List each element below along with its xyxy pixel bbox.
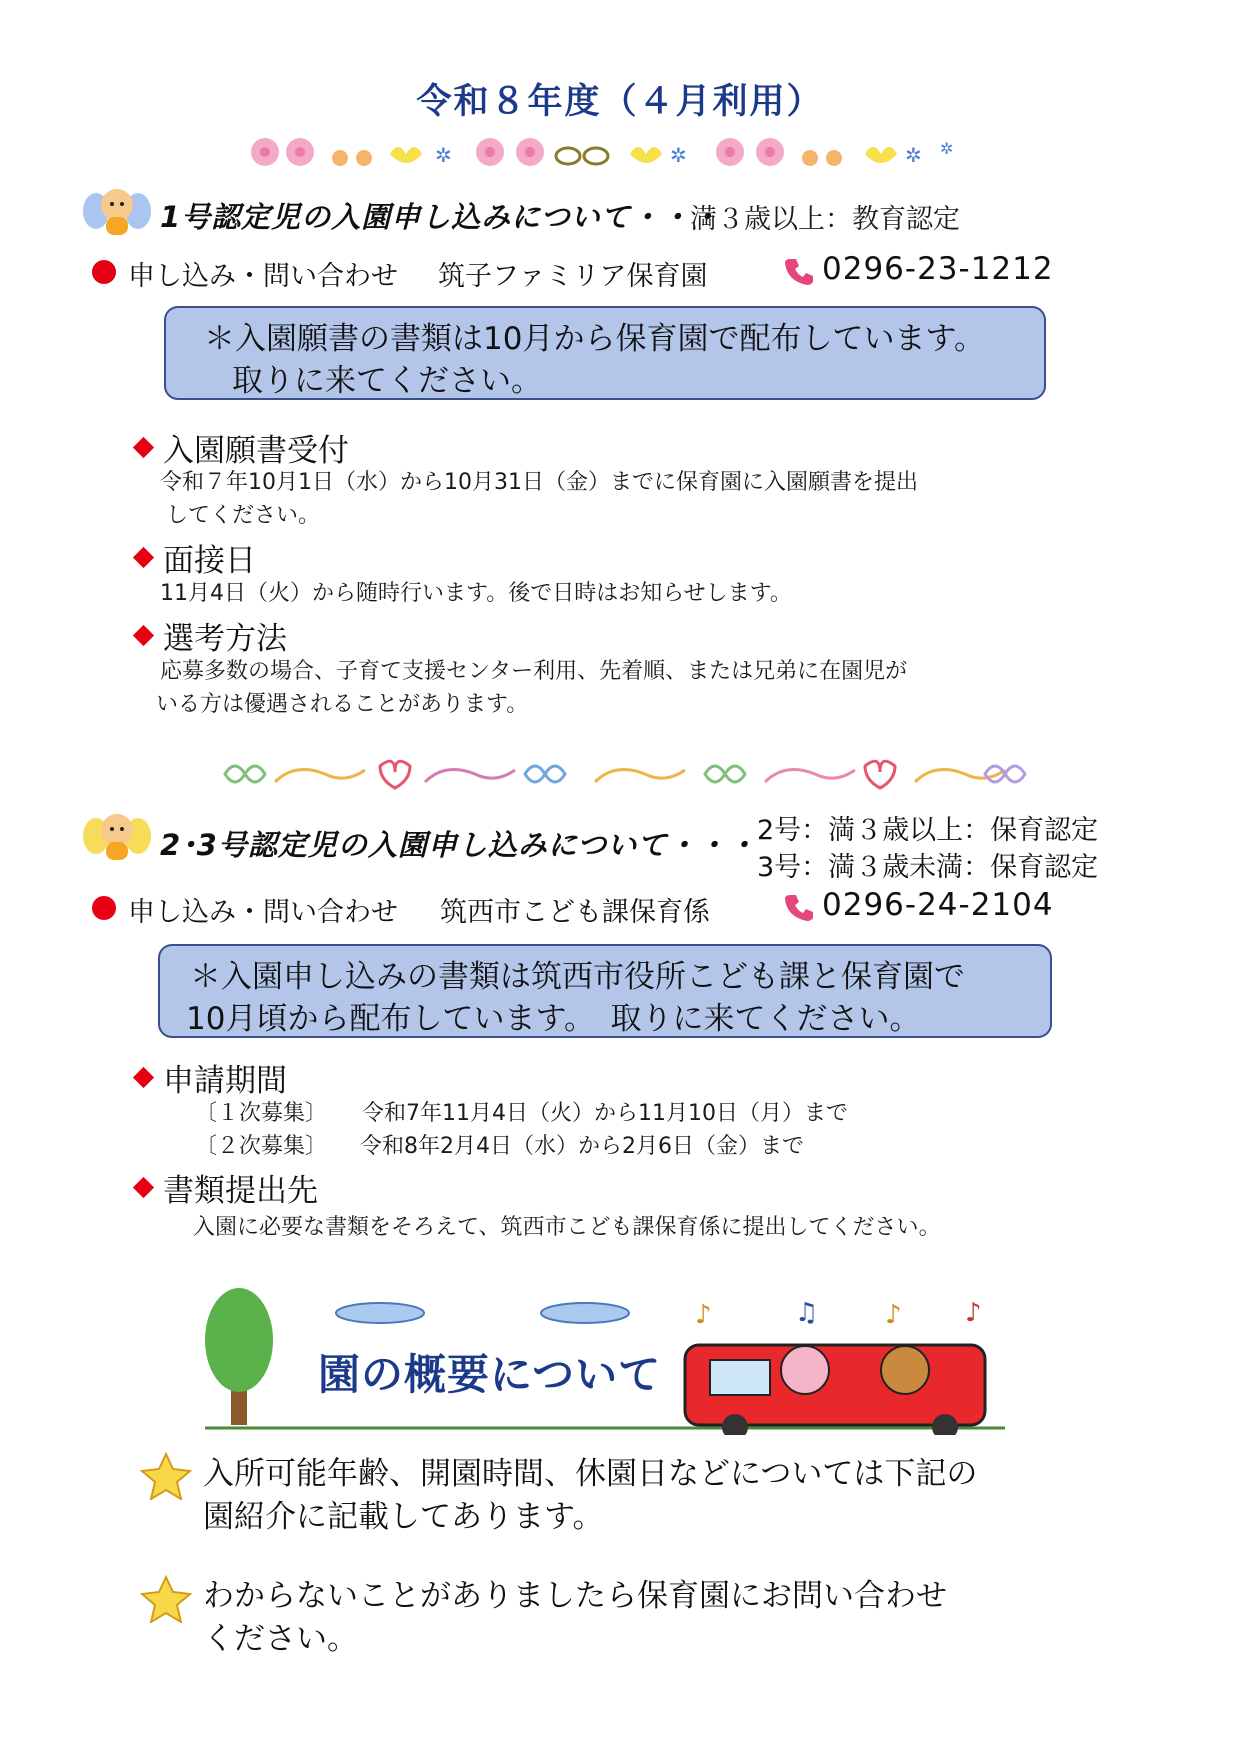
tree-icon: [205, 1288, 273, 1425]
section2-submit-title-text: 書類提出先: [163, 1173, 318, 1209]
cloud-icon: [336, 1303, 629, 1323]
section1-item1-body: [160, 466, 918, 532]
section2-period1-text: 令和7年11月4日（火）から11月10日（月）まで: [362, 1101, 848, 1126]
svg-text:✲: ✲: [670, 143, 687, 167]
smiling-star-icon: [140, 1575, 192, 1623]
section2-contact-label: 申し込み・問い合わせ: [128, 897, 398, 928]
section2-period-title: [132, 1055, 287, 1100]
red-dot-icon: [92, 896, 116, 920]
section1-heading: 1号認定児の入園申し込みについて・・・: [160, 200, 721, 234]
section2-period2-text: 令和8年2月4日（水）から2月6日（金）まで: [360, 1134, 804, 1159]
animal-decoration-icon: [205, 752, 1035, 796]
note1-line2: 園紹介に記載してあります。: [203, 1499, 604, 1535]
svg-text:♪: ♪: [885, 1300, 902, 1330]
diamond-bullet-icon: [133, 1067, 154, 1088]
section1-subheading: 満３歳以上：教育認定: [690, 204, 960, 235]
note1: [203, 1453, 977, 1539]
section2-period2-label: 〔２次募集〕: [195, 1134, 328, 1159]
section1-item1-title-text: 入園願書受付: [163, 433, 349, 469]
phone-icon: [784, 892, 814, 922]
svg-text:✲: ✲: [905, 143, 922, 167]
section1-item1-line1: 令和７年10月1日（水）から10月31日（金）までに保育園に入園願書を提出: [160, 470, 918, 495]
section1-notice-box: [164, 306, 1046, 400]
section2-heading: 2･3号認定児の入園申し込みについて・・・: [160, 828, 758, 862]
diamond-bullet-icon: [133, 1177, 154, 1198]
section1-item1-title: [132, 425, 349, 470]
section2-subheading2: 3号：満３歳未満：保育認定: [757, 852, 1099, 883]
bee-mascot-icon: [82, 808, 152, 864]
section2-submit-text: 入園に必要な書類をそろえて、筑西市こども課保育係に提出してください。: [193, 1215, 941, 1240]
section1-item2-body: [160, 577, 792, 610]
flower-icon: [251, 138, 953, 167]
red-dot-icon: [92, 260, 116, 284]
section2-subheading1: 2号：満３歳以上：保育認定: [757, 815, 1099, 846]
section1-item2-title: [132, 535, 256, 580]
bee-mascot-icon: [82, 183, 152, 239]
music-notes-icon: [695, 1298, 982, 1330]
smiling-star-icon: [140, 1452, 192, 1500]
section1-item3-title: [132, 613, 287, 658]
section1-contact-name: 筑子ファミリア保育園: [438, 261, 708, 292]
section2-notice-line1: ＊入園申し込みの書類は筑西市役所こども課と保育園で: [190, 959, 965, 995]
section1-item3-line1: 応募多数の場合、子育て支援センター利用、先着順、または兄弟に在園児が: [160, 659, 908, 684]
diamond-bullet-icon: [133, 437, 154, 458]
section1-item2-line1: 11月4日（火）から随時行います。後で日時はお知らせします。: [160, 581, 792, 606]
diamond-bullet-icon: [133, 547, 154, 568]
section1-contact-label: 申し込み・問い合わせ: [128, 261, 398, 292]
note1-line1: 入所可能年齢、開園時間、休園日などについては下記の: [203, 1456, 978, 1492]
svg-text:♪: ♪: [965, 1298, 982, 1328]
note2-line1: わからないことがありましたら保育園にお問い合わせ: [203, 1578, 947, 1614]
section1-notice-line1: ＊入園願書の書類は10月から保育園で配布しています。: [204, 321, 985, 357]
svg-text:✲: ✲: [435, 143, 452, 167]
note2: [203, 1575, 947, 1661]
section2-submit-title: [132, 1165, 318, 1210]
section2-period1-label: 〔１次募集〕: [195, 1101, 328, 1126]
flower-decoration-icon: [240, 132, 1030, 182]
section2-period-title-text: 申請期間: [163, 1063, 287, 1099]
section1-item1-line2: してください。: [166, 503, 321, 528]
svg-text:♫: ♫: [795, 1298, 819, 1328]
section2-notice-line2: 10月頃から配布しています。 取りに来てください。: [186, 1001, 921, 1037]
bus-icon: [685, 1345, 985, 1435]
section1-item3-title-text: 選考方法: [163, 621, 287, 657]
section1-item2-title-text: 面接日: [163, 543, 256, 579]
section1-phone[interactable]: 0296-23-1212: [822, 251, 1054, 287]
section1-item3-line2: いる方は優遇されることがあります。: [156, 692, 529, 717]
section1-item3-body: [156, 655, 908, 721]
diamond-bullet-icon: [133, 625, 154, 646]
section2-phone[interactable]: 0296-24-2104: [822, 887, 1054, 923]
svg-text:✲: ✲: [940, 139, 954, 158]
banner-title: 園の概要について: [318, 1350, 662, 1399]
section2-contact-name: 筑西市こども課保育係: [440, 897, 710, 928]
page-title: 令和８年度（４月利用）: [416, 82, 824, 122]
phone-icon: [784, 256, 814, 286]
note2-line2: ください。: [203, 1621, 358, 1657]
svg-text:♪: ♪: [695, 1300, 712, 1330]
section1-notice-line2: 取りに来てください。: [232, 363, 542, 399]
section2-notice-box: [158, 944, 1052, 1038]
